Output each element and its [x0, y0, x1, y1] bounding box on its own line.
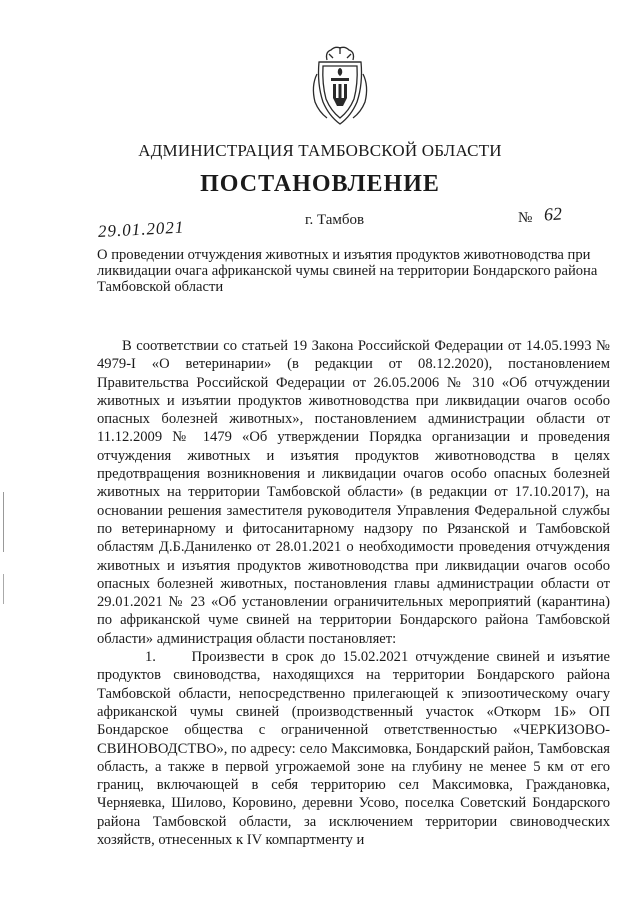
preamble-text: В соответствии со статьей 19 Закона Российской Федерации от 14.05.1993 № 4979-I «О ветеринарии» (в редакции от 08.12.2020), постановлением Правительства Российской Федерации от 26.05.2006 № 310 «Об отчуждении животных и изъятии продуктов животноводства при ликвидации очагов особо опасных болезней животных», постановлением администрации области от 11.12.2009 № 1479 «Об утверждении Порядка организации и проведения отчуждения животных и изъятия продуктов животноводства в целях предотвращения возникновения и ликвидации очагов особо опасных болезней животных на территории Тамбовской области» (в редакции от 17.10.2017), на основании решения заместителя руководителя Управления Федеральной службы по ветеринарному и фитосанитарному надзору по Рязанской и Тамбовской областям Д.Б.Даниленко от 28.01.2021 о необходимости проведения отчуждения животных и изъятия продуктов животноводства при ликвидации очагов особо опасных болезней животных, постановления главы администрации области от 29.01.2021 № 23 «Об установлении ограничительных мероприятий (карантина) по африканской чуме свиней на территории Бондарского района Тамбовской области» администрация области постановляет: — [97, 338, 610, 647]
document-city: г. Тамбов — [305, 212, 365, 228]
document-body — [97, 337, 610, 849]
scan-margin-mark — [3, 574, 4, 604]
item-number: 1. — [145, 649, 156, 666]
item-text: Произвести в срок до 15.02.2021 отчуждение свиней и изъятие продуктов свиноводства, находящихся на территории Бондарского района Тамбовской области, непосредственно прилегающей к эпизоотическому очагу африканской чумы свиней (производственный участок «Откорм 1Б» ОП Бондарское общества с ограниченной ответственностью «ЧЕРКИЗОВО-СВИНОВОДСТВО», по адресу: село Максимовка, Бондарский район, Тамбовская область, а также в первой угрожаемой зоне на глубину не менее 5 км от его границ, включающей в себя территорию сел Максимовка, Граждановка, Черняевка, Шилово, Коровино, деревни Усово, поселка Советский Бондарского района Тамбовской области, за исключением территории свиноводческих хозяйств, отнесенных к IV компартменту и — [97, 649, 611, 849]
organization-name: АДМИНИСТРАЦИЯ ТАМБОВСКОЙ ОБЛАСТИ — [138, 141, 502, 160]
list-item — [97, 648, 610, 849]
document-number-handwritten: 62 — [543, 203, 563, 225]
coat-of-arms-emblem — [307, 44, 373, 128]
document-number-sign: № — [518, 210, 533, 226]
document-type-heading: ПОСТАНОВЛЕНИЕ — [200, 171, 440, 197]
document-title: О проведении отчуждения животных и изъятия продуктов животноводства при ликвидации очага африканской чумы свиней на территории Бондарского района Тамбовской области — [97, 247, 598, 295]
preamble-paragraph — [97, 337, 610, 648]
scan-margin-mark — [3, 492, 4, 552]
document-date-handwritten: 29.01.2021 — [97, 217, 185, 241]
